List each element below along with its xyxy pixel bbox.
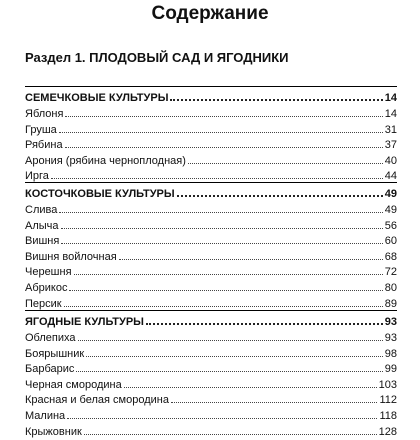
toc-entry-title: Рябина [25,139,63,152]
toc-entry[interactable] [25,219,397,235]
toc-section-heading[interactable] [25,313,397,331]
toc-entry-title: Вишня [25,235,60,248]
toc-entry-title: Яблоня [25,108,64,120]
toc-entry[interactable] [25,234,397,250]
toc-entry-page: 89 [384,297,397,310]
toc-entry-page: 80 [384,281,397,294]
toc-entry[interactable] [25,154,397,170]
toc-entry-title: Вишня войлочная [25,250,117,263]
toc-entry[interactable] [25,138,397,154]
toc-entry[interactable] [25,250,397,266]
toc-section-pome [25,86,397,185]
toc-entry-title: Абрикос [25,281,68,294]
toc-entry-title: Малина [25,409,66,422]
section-heading-page: 14 [384,92,397,104]
section-divider [25,182,397,183]
toc-entry[interactable] [25,123,397,139]
toc-entry-page: 72 [384,266,397,279]
toc-entry[interactable] [25,331,397,347]
toc-entry[interactable] [25,393,397,409]
toc-entry-title: Персик [25,297,62,310]
dot-leader [86,356,383,357]
section-heading-title: СЕМЕЧКОВЫЕ КУЛЬТУРЫ [25,92,169,104]
toc-entry-title: Ирга [25,170,49,183]
dot-leader [51,178,383,179]
toc-entry[interactable] [25,347,397,363]
dot-leader [146,323,383,325]
part-heading: Раздел 1. ПЛОДОВЫЙ САД И ЯГОДНИКИ [25,50,289,65]
dot-leader [64,306,383,307]
section-heading-page: 93 [384,316,397,328]
toc-entry[interactable] [25,281,397,297]
dot-leader [74,274,383,275]
toc-entry-page: 37 [384,139,397,152]
toc-entry-title: Боярышник [25,347,85,360]
toc-entry[interactable] [25,409,397,425]
toc-entry[interactable] [25,425,397,440]
dot-leader [61,243,382,244]
toc-entry-page: 68 [384,250,397,263]
toc-entry-title: Крыжовник [25,425,82,438]
toc-entry-page: 31 [384,123,397,136]
toc-entry[interactable] [25,107,397,123]
dot-leader [59,212,382,213]
toc-entry[interactable] [25,203,397,219]
dot-leader [170,99,382,101]
page-title: Содержание [151,3,269,24]
toc-entry-page: 128 [378,425,397,438]
toc-entry-page: 60 [384,235,397,248]
toc-entry-page: 56 [384,219,397,232]
toc-entry-title: Груша [25,123,57,136]
section-heading-page: 49 [384,188,397,200]
dot-leader [171,402,377,403]
toc-entry-page: 103 [378,378,397,391]
toc-entry-page: 14 [384,108,397,120]
dot-leader [65,116,382,117]
dot-leader [67,418,377,419]
toc-entry[interactable] [25,362,397,378]
toc-entry-title: Алыча [25,219,59,232]
toc-entry-page: 99 [384,363,397,376]
dot-leader [119,259,383,260]
toc-entry-title: Арония (рябина черноплодная) [25,154,186,167]
section-divider [25,86,397,87]
toc-entry-title: Черная смородина [25,378,122,391]
dot-leader [61,228,383,229]
section-heading-title: ЯГОДНЫЕ КУЛЬТУРЫ [25,316,144,328]
toc-entry-page: 118 [379,409,397,422]
dot-leader [84,434,377,435]
dot-leader [59,132,383,133]
toc-entry-page: 112 [379,394,397,407]
toc-entry-title: Черешня [25,266,72,279]
toc-entry-page: 49 [384,204,397,216]
toc-entry[interactable] [25,265,397,281]
toc-section-heading[interactable] [25,185,397,203]
toc-entry-title: Барбарис [25,363,75,376]
dot-leader [76,371,382,372]
toc-entry[interactable] [25,378,397,394]
toc-entry-page: 40 [384,154,397,167]
toc-entry-title: Красная и белая смородина [25,394,169,407]
toc-section-stone [25,182,397,312]
dot-leader [78,340,383,341]
dot-leader [65,147,383,148]
dot-leader [177,195,383,197]
dot-leader [124,387,377,388]
toc-section-berry [25,310,397,440]
toc-section-heading[interactable] [25,89,397,107]
dot-leader [69,290,382,291]
toc-entry-page: 93 [384,332,397,344]
dot-leader [188,163,383,164]
toc-entry-title: Слива [25,204,58,216]
section-divider [25,310,397,311]
section-heading-title: КОСТОЧКОВЫЕ КУЛЬТУРЫ [25,188,175,200]
toc-entry-title: Облепиха [25,332,76,344]
toc-entry-page: 98 [384,347,397,360]
toc-entry-page: 44 [384,170,397,183]
